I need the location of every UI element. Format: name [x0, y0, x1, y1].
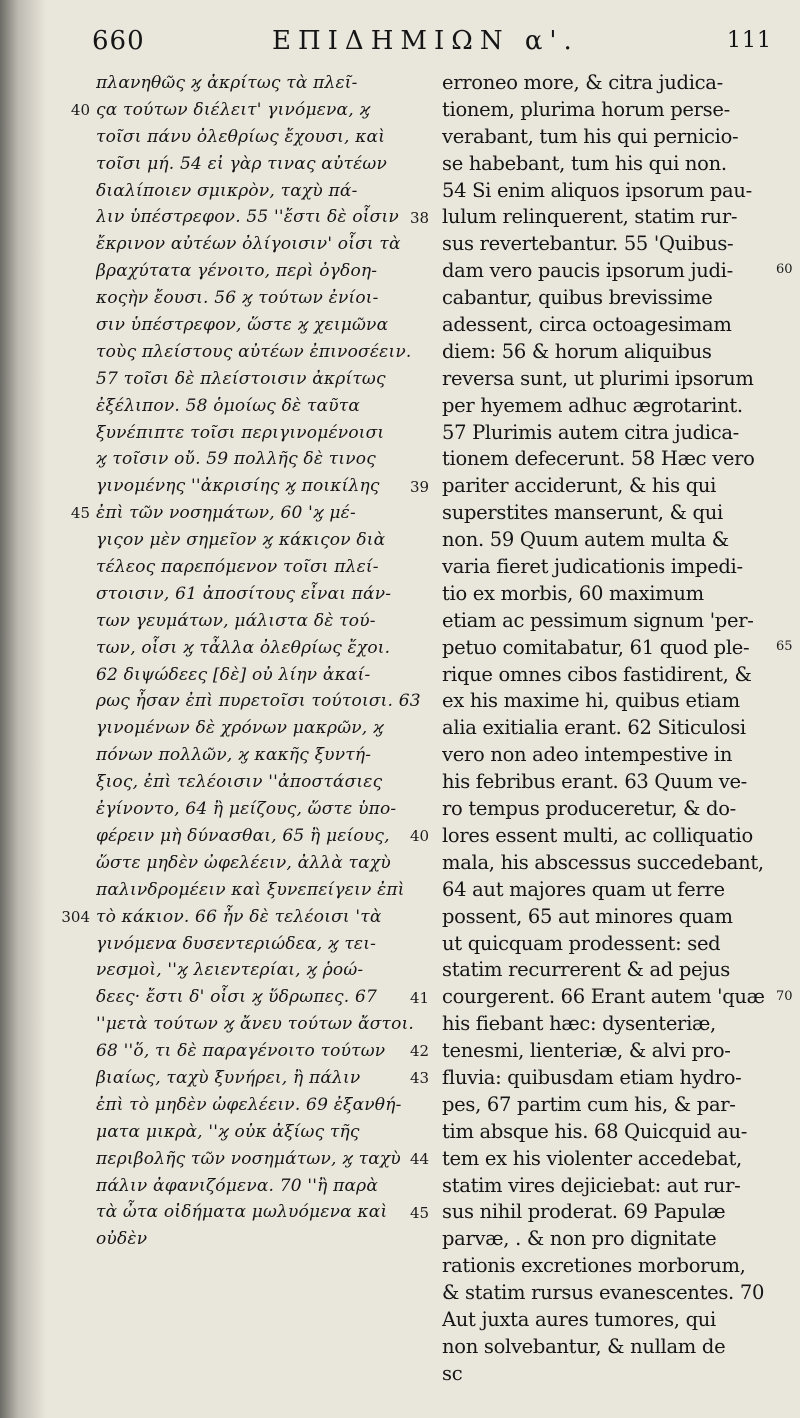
greek-text-column — [96, 70, 426, 1253]
latin-text-line: verabant, tum his qui pernicio- — [442, 124, 739, 148]
greek-text-line: γινομένης ''ἀκρισίης ϗ ποικίλης — [96, 476, 380, 497]
latin-text-line: 64 aut majores quam ut ferre — [442, 877, 725, 901]
greek-text-line: γιςον μὲν σημεῖον ϗ κάκιςον διὰ — [96, 530, 386, 551]
latin-text-line: tionem, plurima horum perse- — [442, 97, 730, 121]
latin-text-line: lulum relinquerent, statim rur- — [442, 205, 738, 229]
greek-text-line: τοῖσι μή. 54 εἰ γὰρ τινας αὐτέων — [96, 153, 388, 174]
latin-text-line: pes, 67 partim cum his, & par- — [442, 1092, 736, 1116]
margin-number-middle: 42 — [410, 1042, 430, 1061]
greek-text-line: 57 τοῖσι δὲ πλείστοισιν ἀκρίτως — [96, 368, 386, 389]
latin-text-line: vero non adeo intempestive in — [442, 743, 733, 767]
greek-text-line: πάλιν ἀφανιζόμενα. 70 ''ἢ παρὰ — [96, 1175, 379, 1196]
greek-text-line: ξυνέπιπτε τοῖσι περιγινομένοισι — [96, 422, 385, 443]
latin-text-line: cabantur, quibus brevissime — [442, 286, 713, 310]
latin-text-line: sc — [442, 1361, 463, 1385]
greek-text-line: ἔκρινον αὐτέων ὀλίγοισιν' οἷσι τὰ — [96, 234, 401, 255]
latin-text-line: his febribus erant. 63 Quum ve- — [442, 770, 747, 794]
greek-text-line: σιν ὑπέστρεφον, ὥστε ϗ χειμῶνα — [96, 315, 389, 336]
latin-text-line: tenesmi, lienteriæ, & alvi pro- — [442, 1039, 731, 1063]
greek-text-line: γινόμενα δυσεντεριώδεα, ϗ τει- — [96, 933, 377, 954]
latin-text-line: possent, 65 aut minores quam — [442, 904, 733, 928]
greek-text-line: περιβολῆς τῶν νοσημάτων, ϗ ταχὺ — [96, 1148, 401, 1169]
greek-text-line: ''μετὰ τούτων ϗ ἄνευ τούτων ἄστοι. — [96, 1014, 415, 1035]
latin-text-line: se habebant, tum his qui non. — [442, 151, 727, 175]
margin-number-middle: 40 — [410, 827, 430, 846]
latin-text-line: erroneo more, & citra judica- — [442, 71, 723, 94]
greek-text-line: βραχύτατα γένοιτο, περὶ ὀγδοη- — [96, 261, 378, 282]
margin-number-middle: 38 — [410, 208, 430, 227]
greek-text-line: πόνων πολλῶν, ϗ κακῆς ξυντή- — [96, 745, 372, 766]
latin-text-line: 57 Plurimis autem citra judica- — [442, 420, 739, 444]
greek-text-line: τοὺς πλείστους αὐτέων ἐπινοσέειν. — [96, 341, 412, 362]
latin-text-line: Aut juxta aures tumores, qui — [442, 1307, 716, 1331]
running-title: ΕΠΙΔΗΜΙΩΝ α'. — [272, 26, 579, 56]
greek-text-line: γινομένων δὲ χρόνων μακρῶν, ϗ — [96, 718, 384, 739]
page-number: 660 — [92, 26, 145, 56]
latin-text-line: & statim rursus evanescentes. 70 — [442, 1281, 765, 1305]
latin-text-line: tio ex morbis, 60 maximum — [442, 581, 704, 605]
greek-text-line: ϗ τοῖσιν οὔ. 59 πολλῆς δὲ τινος — [96, 449, 376, 470]
greek-text-line: στοισιν, 61 ἀποσίτους εἶναι πάν- — [96, 583, 392, 604]
margin-number-left: 304 — [61, 907, 90, 926]
greek-text-line: ματα μικρὰ, ''ϗ οὐκ ἀξίως τῆς — [96, 1121, 360, 1142]
latin-text-line: sus revertebantur. 55 'Quibus- — [442, 232, 734, 256]
greek-text-line: ἐγίνοντο, 64 ἢ μείζους, ὥστε ὑπο- — [96, 799, 397, 820]
greek-text-line: ςα τούτων διέλειτ' γινόμενα, ϗ — [96, 99, 371, 120]
greek-text-line: οὐδὲν — [96, 1229, 148, 1250]
greek-text-line: των γευμάτων, μάλιστα δὲ τού- — [96, 610, 376, 631]
signature-mark: 111 — [727, 28, 772, 53]
latin-text-line: lores essent multi, ac colliquatio — [442, 823, 753, 847]
greek-text-line: 68 ''ὅ, τι δὲ παραγένοιτο τούτων — [96, 1041, 386, 1062]
latin-text-line: varia fieret judicationis impedi- — [442, 555, 743, 579]
greek-text-line: δεες· ἔστι δ' οἷσι ϗ ὕδρωπες. 67 — [96, 987, 377, 1008]
greek-text-line: διαλίποιεν σμικρὸν, ταχὺ πά- — [96, 180, 358, 201]
greek-text-line: πλανηθῶς ϗ ἀκρίτως τὰ πλεῖ- — [96, 73, 358, 93]
margin-number-middle: 45 — [410, 1203, 430, 1222]
greek-text-line: των, οἷσι ϗ τἆλλα ὀλεθρίως ἔχοι. — [96, 637, 391, 658]
greek-text-line: παλινδρομέειν καὶ ξυνεπείγειν ἐπὶ — [96, 879, 405, 900]
latin-text-line: diem: 56 & horum aliquibus — [442, 339, 712, 363]
greek-text-line: τοῖσι πάνυ ὀλεθρίως ἔχουσι, καὶ — [96, 126, 386, 147]
latin-text-line: rique omnes cibos fastidirent, & — [442, 662, 752, 686]
margin-number-left: 40 — [70, 100, 90, 119]
running-header — [92, 26, 772, 70]
latin-text-line: fluvia: quibusdam etiam hydro- — [442, 1065, 742, 1089]
latin-text-line: ro tempus produceretur, & do- — [442, 797, 736, 821]
latin-text-line: statim vires dejiciebat: aut rur- — [442, 1173, 741, 1197]
latin-text-line: ut quicquam prodessent: sed — [442, 931, 721, 955]
latin-text-line: tim absque his. 68 Quicquid au- — [442, 1119, 748, 1143]
latin-text-line: 54 Si enim aliquos ipsorum pau- — [442, 178, 752, 202]
greek-text-line: ξιος, ἐπὶ τελέοισιν ''ἀποστάσιες — [96, 772, 383, 793]
latin-text-line: sus nihil proderat. 69 Papulæ — [442, 1200, 726, 1224]
latin-text-line: adessent, circa octoagesimam — [442, 313, 732, 337]
margin-number-middle: 43 — [410, 1069, 430, 1088]
greek-text-line: νεσμοὶ, ''ϗ λειεντερίαι, ϗ ῥοώ- — [96, 960, 364, 981]
margin-number-right: 70 — [776, 988, 793, 1004]
latin-text-line: pariter acciderunt, & his qui — [442, 474, 717, 498]
greek-text-line: ὥστε μηδὲν ὠφελέειν, ἀλλὰ ταχὺ — [96, 852, 391, 873]
greek-text-line: ἐπὶ τὸ μηδὲν ὠφελέειν. 69 ἐξανθή- — [96, 1094, 402, 1115]
latin-text-line: alia exitialia erant. 62 Siticulosi — [442, 716, 746, 740]
latin-text-line: ex his maxime hi, quibus etiam — [442, 689, 740, 713]
latin-text-line: tionem defecerunt. 58 Hæc vero — [442, 447, 755, 471]
latin-text-line: dam vero paucis ipsorum judi- — [442, 259, 733, 283]
greek-text-line: κοςὴν ἔουσι. 56 ϗ τούτων ἐνίοι- — [96, 288, 379, 309]
greek-text-line: ρως ἦσαν ἐπὶ πυρετοῖσι τούτοισι. 63 — [96, 691, 421, 712]
greek-text-line: τὸ κάκιον. 66 ἦν δὲ τελέοισι 'τὰ — [96, 906, 382, 927]
greek-text-line: φέρειν μὴ δύνασθαι, 65 ἢ μείους, — [96, 825, 390, 846]
latin-text-line: per hyemem adhuc ægrotarint. — [442, 393, 743, 417]
greek-text-line: βιαίως, ταχὺ ξυνήρει, ἢ πάλιν — [96, 1067, 361, 1088]
greek-text-line: λιν ὑπέστρεφον. 55 ''ἔστι δὲ οἷσιν — [96, 207, 399, 228]
greek-text-line: τέλεος παρεπόμενον τοῖσι πλεί- — [96, 557, 379, 578]
latin-text-line: parvæ, . & non pro dignitate — [442, 1227, 717, 1251]
gutter-shadow — [0, 0, 46, 1418]
latin-text-line: non. 59 Quum autem multa & — [442, 528, 729, 552]
margin-number-left: 45 — [70, 504, 90, 523]
latin-text-line: mala, his abscessus succedebant, — [442, 850, 764, 874]
latin-text-line: his fiebant hæc: dysenteriæ, — [442, 1012, 716, 1036]
greek-text-line: ἐπὶ τῶν νοσημάτων, 60 'ϗ μέ- — [96, 503, 356, 524]
margin-number-middle: 41 — [410, 988, 430, 1007]
latin-text-line: courgerent. 66 Erant autem 'quæ — [442, 985, 765, 1009]
greek-text-line: τὰ ὦτα οἰδήματα μωλυόμενα καὶ — [96, 1202, 388, 1223]
latin-text-line: petuo comitabatur, 61 quod ple- — [442, 635, 750, 659]
latin-text-line: statim recurrerent & ad pejus — [442, 958, 731, 982]
latin-text-line: reversa sunt, ut plurimi ipsorum — [442, 366, 754, 390]
margin-number-middle: 44 — [410, 1150, 430, 1168]
margin-number-right: 60 — [776, 262, 793, 278]
latin-text-line: non solvebantur, & nullam de — [442, 1334, 726, 1358]
margin-number-middle: 39 — [410, 477, 430, 496]
latin-text-line: tem ex his violenter accedebat, — [442, 1146, 742, 1170]
latin-text-column — [442, 70, 774, 1388]
latin-text-line: etiam ac pessimum signum 'per- — [442, 608, 754, 632]
greek-text-line: ἐξέλιπον. 58 ὁμοίως δὲ ταῦτα — [96, 395, 361, 416]
greek-text-line: 62 διψώδεες [δὲ] οὐ λίην ἀκαί- — [96, 664, 371, 685]
latin-text-line: superstites manserunt, & qui — [442, 501, 723, 525]
latin-text-line: rationis excretiones morborum, — [442, 1254, 746, 1278]
margin-number-right: 65 — [776, 638, 793, 654]
